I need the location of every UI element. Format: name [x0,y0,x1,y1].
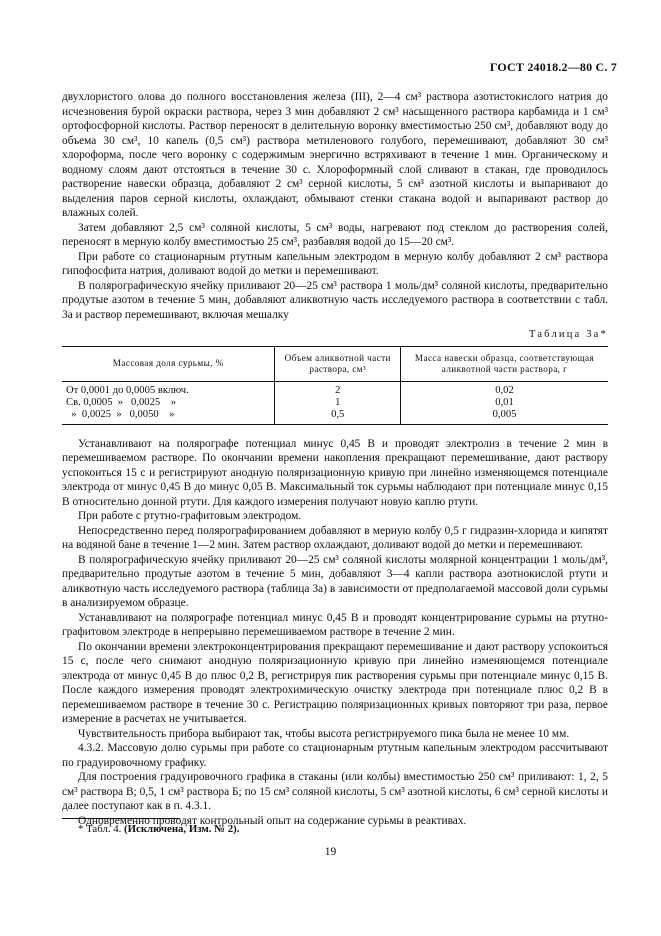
cell-aliquot-volume: 2 [275,381,401,397]
paragraph: Устанавливают на полярографе потенциал минус 0,45 В и проводят электролиз в течение 2 мин в перемешиваемом растворе. По окончании времени накопления прекращают перемешивание, дают раствору успокоиться 15 с и регистрируют анодную поляризационную кривую при линейно изменяющемся потенциале электрода от минус 0,45 В до минус 0,05 В. Максимальный ток сурьмы наблюдают при потенциале минус 0,15 В относительно донной ртути. Для каждого измерения получают новую каплю ртути. [62,437,608,508]
cell-mass-fraction: » 0,0025 » 0,0050 » [62,409,275,425]
paragraph: Одновременно проводят контрольный опыт на содержание сурьмы в реактивах. [78,814,467,827]
cell-mass-fraction: Св. 0,0005 » 0,0025 » [66,396,177,408]
footnote-bold-text: (Исключена, Изм. № 2). [124,823,240,835]
paragraph: Чувствительность прибора выбирают так, чтобы высота регистрируемого пика была не менее 10 мм. [78,727,570,740]
paragraph: По окончании времени электроконцентрирования прекращают перемешивание и дают раствору успокоиться 15 с, после чего снимают анодную поляризационную кривую при линейно изменяющемся потенциале электрода от минус 0,45 В до плюс 0,2 В, регистрируя пик растворения сурьмы при потенциале минус 0,15 В. После каждого измерения проводят электрохимическую очистку электрода при потенциале плюс 0,2 В в перемешиваемом растворе в течение 30 с. Регистрацию поляризационных кривых повторяют три раза, первое измерение в расчетах не учитывается. [62,640,608,725]
table-row [62,397,608,409]
paragraph: Непосредственно перед полярографированием добавляют в мерную колбу 0,5 г гидразин-хлорида и кипятят на водяной бане в течение 1—2 мин. Затем раствор охлаждают, доливают водой до метки и перемешивают. [62,524,608,551]
footnote [78,822,239,837]
paragraph: При работе с ртутно-графитовым электродом. [78,510,302,522]
cell-sample-mass: 0,005 [401,409,608,425]
table-header-sample-mass: Масса навески образца, соответствующая аликвотной части раствора, г [401,346,608,381]
document-header: ГОСТ 24018.2—80 С. 7 [489,60,617,74]
cell-mass-fraction: От 0,0001 до 0,0005 включ. [66,384,189,396]
table-header-mass-fraction: Массовая доля сурьмы, % [62,346,275,381]
cell-sample-mass: 0,01 [401,397,608,409]
page-number: 19 [324,846,337,858]
paragraph: В полярографическую ячейку приливают 20—25 см³ раствора 1 моль/дм³ соляной кислоты, предварительно продутые азотом в течение 5 мин, добавляют аликвотную часть исследуемого раствора в соответствии с табл. 3а и раствор перемешивают, включая мешалку [62,279,608,321]
paragraph: В полярографическую ячейку приливают 20—25 см³ соляной кислоты молярной концентрации 1 моль/дм³, предварительно продутые азотом в течение 5 мин, добавляют 3—4 капли раствора азотнокислой ртути и аликвотную часть исследуемого раствора (таблица 3а) в зависимости от предполагаемой массовой доли сурьмы в анализируемом образце. [62,553,608,609]
body-text [62,90,608,828]
table-title: Таблица 3а* [528,329,608,340]
paragraph: Для построения градуировочного графика в стаканы (или колбы) вместимостью 250 см³ приливают: 1, 2, 5 см³ раствора В; 0,5, 1 см³ раствора Б; по 15 см³ соляной кислоты, 5 см³ азотной кислоты, 6 см³ серной кислоты и далее поступают как в п. 4.3.1. [62,771,608,812]
data-table [62,346,608,425]
table-header-aliquot-volume: Объем аликвотной части раствора, см³ [275,346,401,381]
paragraph: 4.3.2. Массовую долю сурьмы при работе со стационарным ртутным капельным электродом рассчитывают по градуировочному графику. [62,742,608,769]
paragraph: двухлористого олова до полного восстановления железа (III), 2—4 см³ раствора азотистокислого натрия до исчезновения бурой окраски раствора, через 3 мин добавляют 2 см³ насыщенного раствора карбамида и 1 см³ ортофосфорной кислоты. Раствор переносят в делительную воронку вместимостью 250 см³, добавляют воду до объема 30 см³, 10 капель (0,5 см³) раствора метиленового голубого, перемешивают, добавляют 30 см³ хлороформа, после чего воронку с содержимым энергично встряхивают в течение 1 мин. Органическому и водному слоям дают отстояться в течение 30 с. Хлороформный слой сливают в стакан, где проводилось растворение навески образца, добавляют 2 см³ серной кислоты, 5 см³ азотной кислоты и выпаривают до выделения паров серной кислоты, охлаждают, обмывают стенки стакана водой и выпаривают раствор до влажных солей. [62,91,608,219]
cell-aliquot-volume: 0,5 [275,409,401,425]
paragraph: Затем добавляют 2,5 см³ соляной кислоты, 5 см³ воды, нагревают под стеклом до растворения солей, переносят в мерную колбу вместимостью 25 см³, разбавляя водой до 15—20 см³. [62,221,608,248]
footnote-text: * Табл. 4. [78,823,122,835]
cell-aliquot-volume: 1 [275,397,401,409]
footnote-divider [62,818,180,819]
table-row [62,409,608,425]
cell-sample-mass: 0,02 [401,381,608,397]
table-header-row [62,346,608,381]
paragraph: Устанавливают на полярографе потенциал минус 0,45 В и проводят концентрирование сурьмы на ртутно-графитовом электроде в непрерывно перемешиваемом растворе в течение 2 мин. [62,611,608,638]
table-row [62,381,608,397]
paragraph: При работе со стационарным ртутным капельным электродом в мерную колбу добавляют 2 см³ раствора гипофосфита натрия, доливают водой до метки и перемешивают. [62,250,608,277]
